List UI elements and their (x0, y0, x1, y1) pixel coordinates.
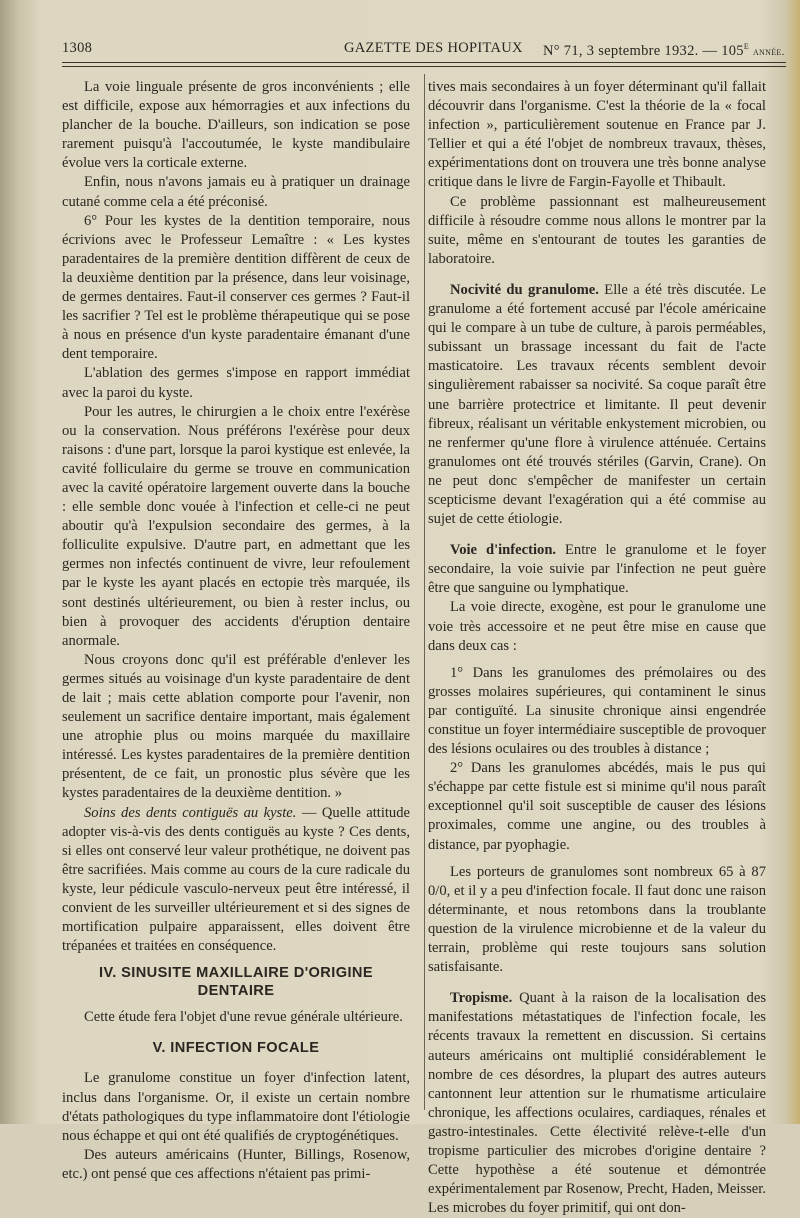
spacer (428, 269, 766, 281)
paragraph (62, 804, 410, 957)
issue-line (543, 40, 785, 60)
journal-title: GAZETTE DES HOPITAUX (344, 40, 523, 56)
paragraph: Le granulome constitue un foyer d'infection latent, inclus dans l'organisme. Or, il existe un certain nombre d'états pathologiques du type inflammatoire dont l'étiologie nous échappe et qui ont été qualifiés de cryptogénétiques. (62, 1070, 410, 1144)
paragraph-text: Entre le granulome et le foyer secondaire, la voie suivie par l'infection ne peut guère être que sanguine ou lymphatique. (428, 542, 767, 597)
paragraph: 1° Dans les granulomes des prémolaires ou des grosses molaires supérieures, qui contaminent le sinus par contiguïté. La sinusite chronique ainsi engendrée constitue un foyer intermédiaire susceptible de provoquer des lésions oculaires ou des troubles à distance ; (428, 664, 766, 758)
paragraph: Pour les autres, le chirurgien a le choix entre l'exérèse ou la conservation. Nous préférons l'exérèse pour deux raisons : d'une part, lorsque la paroi kystique est enlevée, la cavité folliculaire du germe se trouve en communication avec la cavité opératoire largement ouverte dans la bouche : elle semble donc vouée à l'infection et celle-ci ne peut aboutir qu'à l'expulsion secondaire des germes, à la folliculite expulsive. D'autre part, en admettant que les germes non infectés continuent de vivre, leur refoulement par le kyste les ayant placés en ectopie très marquée, ils sont destinés ultérieurement, ou bien à rester inclus, ou bien à provoquer des accidents d'éruption dentaire anormale. (62, 403, 410, 649)
spacer (62, 1000, 410, 1008)
running-header (62, 40, 788, 64)
paragraph: Ce problème passionnant est malheureusement difficile à résoudre comme nous allons le montrer par la suite, même en s'entourant de toutes les garanties de laboratoire. (428, 193, 766, 267)
paragraph: Enfin, nous n'avons jamais eu à pratiquer un drainage cutané comme cela a été préconisé. (62, 174, 410, 210)
paragraph: La voie linguale présente de gros inconvénients ; elle est difficile, expose aux hémorragies et aux infections du plancher de la bouche. D'ailleurs, son indication se pose rarement puisqu'à l'accoutumée, le kyste mandibulaire évolue vers la corticale externe. (62, 79, 410, 172)
paragraph (428, 541, 766, 598)
paragraph: 6° Pour les kystes de la dentition temporaire, nous écrivions avec le Professeur Lemaître : « Les kystes paradentaires de la première dentition diffèrent de ceux de la deuxième dentition par la présence, dans leur voisinage, de germes dentaires. Faut-il conserver ces germes ? Faut-il les sacrifier ? Tel est le problème thérapeutique qui se pose à nous en présence d'un kyste paradentaire émanant d'une dent temporaire. (62, 212, 410, 363)
paragraph-text: Quant à la raison de la localisation des manifestations métastatiques de l'infection focale, les récents travaux la remettent en discussion. Si certains auteurs américains ont multiplié considérablement le nombre de ces désordres, la plupart des autres auteurs cantonnent leur attention sur le rhumatisme articulaire chronique, les affections oculaires, cardiaques, rénales et gastro-intestinales. Cette électivité relève-t-elle d'un tropisme particulier des microbes d'origine dentaire ? Cette hypothèse a été soutenue et démontrée expérimentalement par Rosenow, Precht, Haden, Meisser. Les microbes du foyer primitif, qui ont don- (428, 990, 766, 1217)
section-heading-iv (62, 964, 410, 1000)
spacer (428, 656, 766, 664)
run-in-heading: Nocivité du granulome. (450, 281, 599, 298)
spacer (428, 977, 766, 989)
header-rule-thick (62, 62, 786, 63)
paragraph (428, 281, 766, 529)
heading-line: DENTAIRE (197, 983, 275, 1000)
paragraph: tives mais secondaires à un foyer déterminant qu'il fallait découvrir dans l'organisme. C'est la théorie de la « focal infection », particulièrement soutenue en France par J. Tellier et qui a été l'objet de nombreux travaux, thèses, expérimentations dont on trouvera une très bonne analyse critique dans le livre de Fargin-Fayolle et Thibault. (428, 79, 766, 191)
heading-line: IV. SINUSITE MAXILLAIRE D'ORIGINE (99, 965, 373, 982)
paragraph-text: — Quelle attitude adopter vis-à-vis des dents contiguës au kyste ? Ces dents, si elles ont conservé leur valeur prothétique, ne doivent pas être sacrifiées. Mais comme au cours de la cure radicale du kyste, leur pédicule vasculo-nerveux peut être intéressé, il convient de les surveiller ultérieurement et si des signes de mortification pulpaire apparaissent, elles doivent être trépanées et traitées en conséquence. (62, 804, 410, 955)
issue-sup: e (743, 40, 750, 52)
issue-year-word: année. (752, 45, 785, 58)
paragraph: 2° Dans les granulomes abcédés, mais le pus qui s'échappe par cette fistule est si minime qu'il nous paraît exceptionnel qu'il soit susceptible de causer des lésions proximales, comme une angine, ou des troubles à distance, par pyophagie. (428, 760, 766, 853)
paragraph: Cette étude fera l'objet d'une revue générale ultérieure. (84, 1009, 403, 1026)
spacer (62, 956, 410, 964)
page-number: 1308 (62, 40, 93, 56)
run-in-heading: Tropisme. (450, 990, 513, 1007)
paragraph: Les porteurs de granulomes sont nombreux 65 à 87 0/0, et il y a peu d'infection focale. Il faut donc une raison déterminante, et nous retombons dans la troublante question de la virulence microbienne et de la valeur du terrain, problème qui reste toujours sans solution satisfaisante. (428, 863, 766, 976)
column-separator (424, 74, 425, 1110)
paragraph: La voie directe, exogène, est pour le granulome une voie très accessoire et ne peut être mise en cause que dans deux cas : (428, 599, 766, 654)
spacer (428, 855, 766, 863)
section-heading-v: V. INFECTION FOCALE (152, 1040, 320, 1057)
spacer (62, 1057, 410, 1069)
paragraph: Des auteurs américains (Hunter, Billings, Rosenow, etc.) ont pensé que ces affections n'étaient pas primi- (62, 1146, 410, 1182)
issue-text: N° 71, 3 septembre 1932. — 105 (543, 42, 744, 59)
paragraph: Nous croyons donc qu'il est préférable d'enlever les germes situés au voisinage d'un kyste paradentaire de dent de lait ; mais cette ablation comporte pour l'avenir, non seulement un sacrifice dentaire important, mais également une atrophie plus ou moins marquée du maxillaire intéressé. Les kystes paradentaires de la première dentition présentent, de ce fait, un pronostic plus sévère que les kystes paradentaires de la deuxième dentition. » (62, 651, 410, 802)
paragraph: L'ablation des germes s'impose en rapport immédiat avec la paroi du kyste. (62, 365, 410, 401)
right-column (428, 78, 766, 1218)
paragraph-text: Elle a été très discutée. Le granulome a été fortement accusé par l'école américaine qui le compare à un tube de culture, à parois perméables, subissant un brassage incessant du fait de l'acte masticatoire. Les travaux récents semblent devoir singulièrement rabaisser sa nocivité. Sa coque paraît être une barrière protectrice et limitante. Il peut devenir fibreux, réalisant un véritable enkystement microbien, ou ne renfermer qu'une flore à virulence atténuée. Certains granulomes ont été trouvés stériles (Garvin, Crane). On ne peut donc s'empêcher de manifester un certain scepticisme devant l'exagération qui a été commise au sujet de cette étiologie. (428, 281, 766, 528)
spacer (62, 1027, 410, 1039)
run-in-heading: Voie d'infection. (450, 542, 557, 559)
paragraph (428, 989, 766, 1218)
header-rule-thin (62, 66, 786, 67)
italic-heading: Soins des dents contiguës au kyste. (84, 804, 297, 821)
left-column (62, 78, 410, 1184)
spacer (428, 529, 766, 541)
